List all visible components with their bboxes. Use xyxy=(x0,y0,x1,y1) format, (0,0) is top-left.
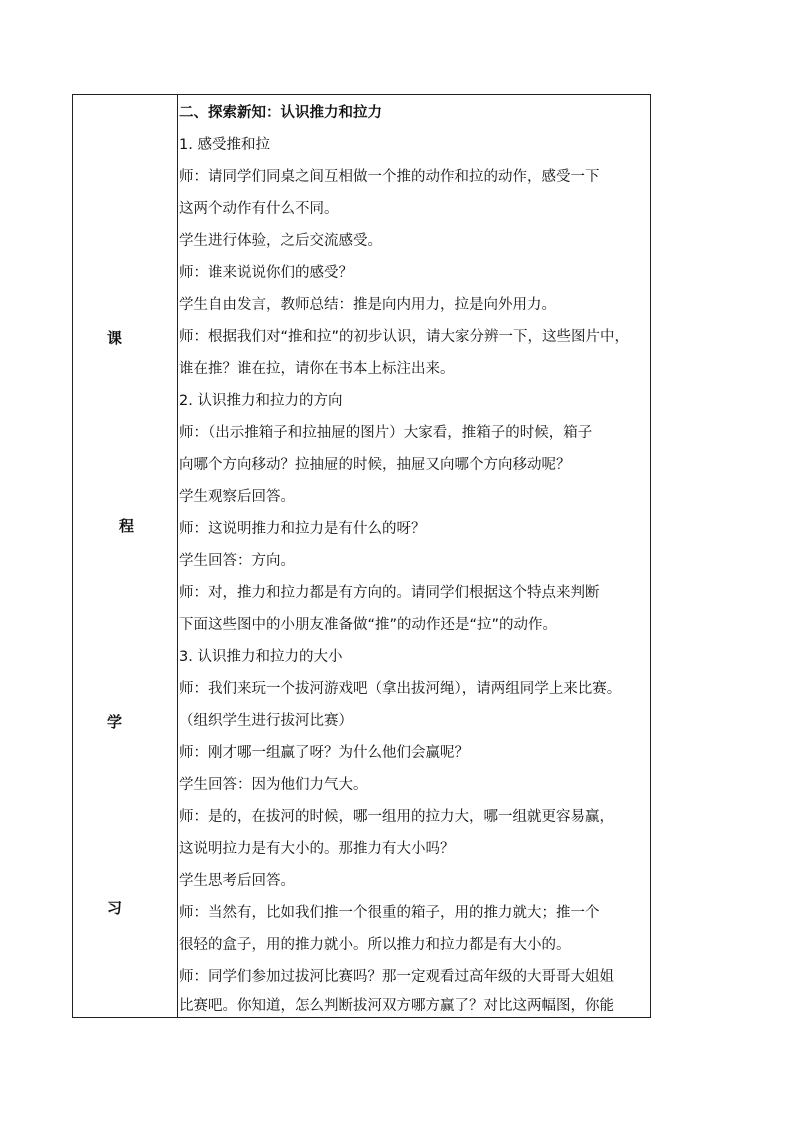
text-line: 师：这说明推力和拉力是有什么的呀？ xyxy=(179,521,426,537)
text-line: （组织学生进行拔河比赛） xyxy=(179,713,353,729)
subheading-1: 1. 感受推和拉 xyxy=(179,137,270,153)
text-line: 学生思考后回答。 xyxy=(179,873,295,889)
subheading-3: 3. 认识推力和拉力的大小 xyxy=(179,649,343,665)
text-line: 师：谁来说说你们的感受？ xyxy=(179,265,353,281)
text-line: 谁在推？谁在拉，请你在书本上标注出来。 xyxy=(179,361,455,377)
text-line: 师：当然有，比如我们推一个很重的箱子，用的推力就大；推一个 xyxy=(179,905,600,921)
text-line: 师：我们来玩一个拔河游戏吧（拿出拔河绳），请两组同学上来比赛。 xyxy=(179,681,622,697)
section-label-column xyxy=(73,95,178,1017)
side-label-ke: 课 xyxy=(107,329,123,347)
section-heading: 二、探索新知：认识推力和拉力 xyxy=(179,105,382,121)
text-line: 学生自由发言，教师总结：推是向内用力，拉是向外用力。 xyxy=(179,297,556,313)
text-line: 下面这些图中的小朋友准备做“推”的动作还是“拉”的动作。 xyxy=(179,617,558,633)
text-line: 这两个动作有什么不同。 xyxy=(179,201,339,217)
subheading-2: 2. 认识推力和拉力的方向 xyxy=(179,393,343,409)
text-line: 比赛吧。你知道，怎么判断拔河双方哪方赢了？对比这两幅图，你能 xyxy=(179,998,614,1014)
text-line: 师：对，推力和拉力都是有方向的。请同学们根据这个特点来判断 xyxy=(179,585,600,601)
text-line: 师：（出示推箱子和拉抽屉的图片）大家看，推箱子的时候，箱子 xyxy=(179,425,593,441)
text-line: 师：根据我们对“推和拉”的初步认识，请大家分辨一下，这些图片中， xyxy=(179,329,630,345)
text-line: 很轻的盒子，用的推力就小。所以推力和拉力都是有大小的。 xyxy=(179,937,571,953)
lesson-content-column xyxy=(178,95,650,1017)
text-line: 师：刚才哪一组赢了呀？为什么他们会赢呢？ xyxy=(179,745,469,761)
text-line: 向哪个方向移动？拉抽屉的时候，抽屉又向哪个方向移动呢？ xyxy=(179,457,571,473)
text-line: 学生回答：因为他们力气大。 xyxy=(179,777,368,793)
text-line: 师：请同学们同桌之间互相做一个推的动作和拉的动作，感受一下 xyxy=(179,169,600,185)
text-line: 学生回答：方向。 xyxy=(179,553,295,569)
side-label-xue: 学 xyxy=(107,713,123,731)
text-line: 学生进行体验，之后交流感受。 xyxy=(179,233,382,249)
side-label-cheng: 程 xyxy=(119,517,135,535)
side-label-xi: 习 xyxy=(107,899,123,917)
text-line: 学生观察后回答。 xyxy=(179,489,295,505)
lesson-table xyxy=(72,94,651,1018)
text-line: 师：是的，在拔河的时候，哪一组用的拉力大，哪一组就更容易赢， xyxy=(179,809,614,825)
text-line: 这说明拉力是有大小的。那推力有大小吗？ xyxy=(179,841,455,857)
text-line: 师：同学们参加过拔河比赛吗？那一定观看过高年级的大哥哥大姐姐 xyxy=(179,969,614,985)
